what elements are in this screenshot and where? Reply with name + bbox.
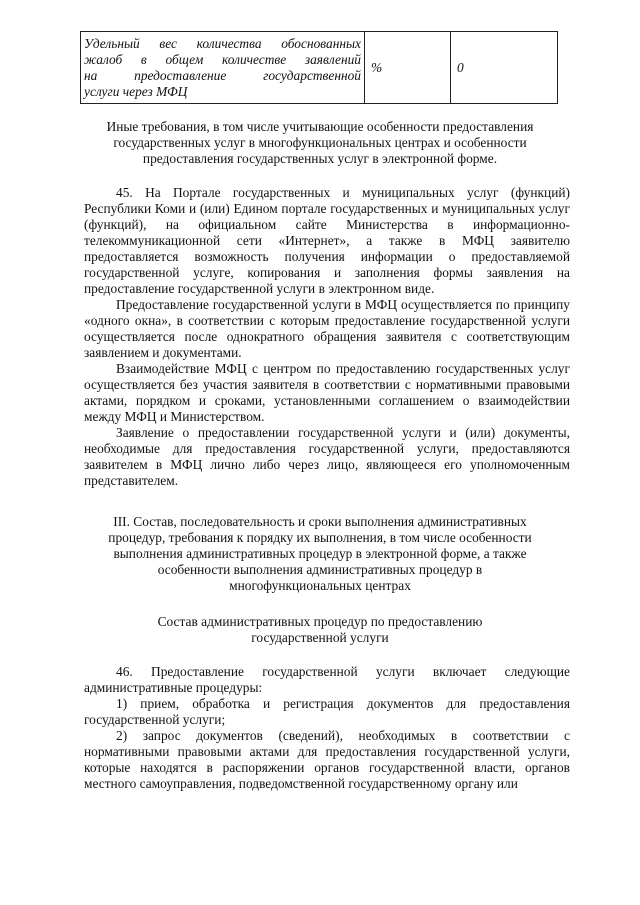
paragraph: Заявление о предоставлении государственной услуги и (или) документы, необходимые для предоставления государственной услуги, предоставляются заявителем в МФЦ лично либо через лицо, являющееся его уполномоченным представителем. — [84, 425, 570, 488]
section-body-46 — [84, 664, 570, 792]
section-heading-other-requirements: Иные требования, в том числе учитывающие особенности предоставления государственных услуг в многофункциональных центрах и особенности предоставления государственных услуг в электронной форме. — [106, 119, 534, 166]
subsection-heading-procedures: Состав административных процедур по предоставлению государственной услуги — [157, 614, 483, 645]
section-heading-iii: III. Состав, последовательность и сроки выполнения административных процедур, требования к порядку их выполнения, в том числе особенности выполнения административных процедур в электронной форме, а также особенности выполнения административных процедур в многофункциональных центрах — [108, 514, 532, 593]
indicator-value-cell: 0 — [451, 32, 558, 104]
paragraph: Взаимодействие МФЦ с центром по предоставлению государственных услуг осуществляется без участия заявителя в соответствии с нормативными правовыми актами, порядком и сроками, установленными соглашением о взаимодействии между МФЦ и Министерством. — [84, 361, 570, 424]
paragraph: 1) прием, обработка и регистрация документов для предоставления государственной услуги; — [84, 696, 570, 727]
indicator-table — [80, 31, 558, 104]
indicator-unit-cell: % — [365, 32, 451, 104]
paragraph: 46. Предоставление государственной услуги включает следующие административные процедуры: — [84, 664, 570, 695]
indicator-label-cell — [81, 32, 365, 104]
paragraph: 2) запрос документов (сведений), необходимых в соответствии с нормативными правовыми актами для предоставления государственной услуги, которые находятся в распоряжении органов государственной власти, органов местного самоуправления, подведомственной государственному органу или — [84, 728, 570, 791]
paragraph: Предоставление государственной услуги в МФЦ осуществляется по принципу «одного окна», в соответствии с которым предоставление государственной услуги осуществляется после однократного обращения заявителя с соответствующим заявлением и документами. — [84, 297, 570, 360]
indicator-label-line: жалоб в общем количестве заявлений — [84, 52, 361, 67]
indicator-label-line: услуги через МФЦ — [84, 84, 188, 99]
section-body-45 — [84, 185, 570, 489]
indicator-label-line: на предоставление государственной — [84, 68, 361, 83]
table-row — [81, 32, 558, 104]
indicator-label-line: Удельный вес количества обоснованных — [84, 36, 361, 51]
paragraph: 45. На Портале государственных и муниципальных услуг (функций) Республики Коми и (или) Едином портале государственных и муниципальных услуг (функций), на официальном сайте Министерства в информационно-телекоммуникационной сети «Интернет», а также в МФЦ заявителю предоставляется возможность получения информации о предоставляемой государственной услуге, копирования и заполнения формы заявления на предоставление государственной услуги в электронном виде. — [84, 185, 570, 296]
